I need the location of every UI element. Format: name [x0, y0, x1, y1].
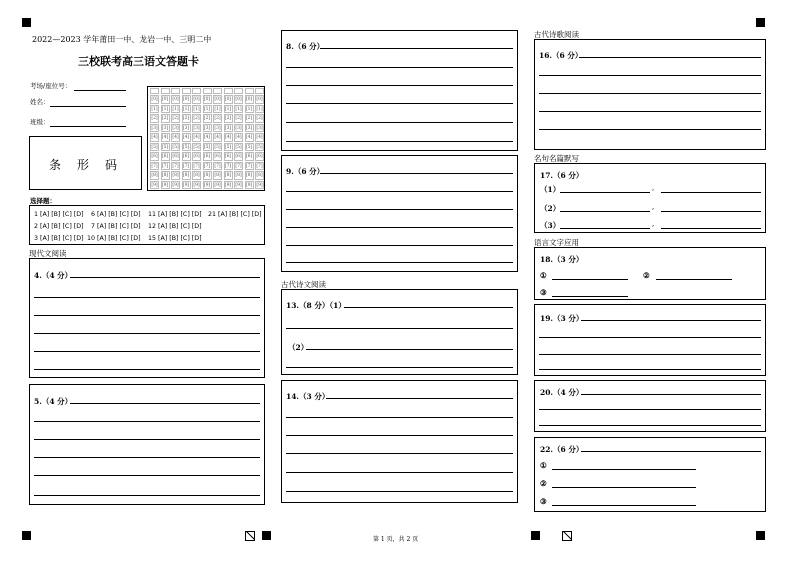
answer-box-q20[interactable] [534, 380, 766, 432]
id-digit-bubble[interactable]: [9] [182, 182, 190, 188]
id-digit-bubble[interactable]: [5] [151, 144, 158, 150]
id-digit-bubble[interactable]: [2] [193, 116, 200, 121]
id-digit-bubble[interactable]: [6] [203, 154, 211, 159]
id-digit-bubble[interactable]: [4] [161, 135, 169, 140]
id-writein-cell[interactable] [234, 88, 243, 94]
id-digit-bubble[interactable]: [8] [182, 173, 190, 178]
id-digit-bubble[interactable]: [9] [245, 182, 253, 188]
q20-label: 20.（4 分） [540, 388, 584, 397]
id-digit-bubble[interactable]: [0] [245, 97, 253, 102]
q13-label: 13.（8 分）（1） [286, 301, 346, 310]
answer-box-q4[interactable] [29, 258, 265, 378]
answer-box-q13[interactable] [281, 289, 518, 375]
answer-box-q5[interactable] [29, 384, 265, 505]
q13-part2-label: （2） [288, 343, 309, 352]
q22-item-label: ③ [540, 497, 547, 506]
answer-box-q22[interactable] [534, 437, 766, 512]
q22-item-label: ② [540, 479, 547, 488]
id-digit-bubble[interactable]: [3] [245, 125, 253, 131]
id-digit-bubble[interactable]: [0] [182, 97, 190, 102]
id-digit-bubble[interactable]: [8] [193, 173, 200, 178]
id-digit-bubble[interactable]: [5] [235, 144, 242, 150]
id-digit-bubble[interactable]: [0] [193, 97, 200, 102]
section-dictation: 名句名篇默写 [534, 154, 579, 163]
choice-item[interactable]: 3 [A] [B] [C] [D] [34, 235, 84, 242]
school-line: 2022—2023 学年莆田一中、龙岩一中、三明二中 [32, 35, 212, 44]
id-digit-bubble[interactable]: [2] [235, 116, 242, 121]
seat-field[interactable] [74, 90, 126, 91]
id-digit-bubble[interactable]: [8] [172, 173, 179, 178]
section-language: 语言文字应用 [534, 238, 579, 247]
q17-label: 17.（6 分） [540, 171, 584, 180]
id-digit-bubble[interactable]: [3] [224, 125, 232, 131]
id-digit-bubble[interactable]: [8] [203, 173, 211, 178]
id-digit-bubble[interactable]: [3] [214, 125, 221, 131]
id-digit-bubble[interactable]: [6] [172, 154, 179, 159]
section-ancient-prose: 古代诗文阅读 [281, 280, 326, 289]
id-digit-bubble[interactable]: [1] [203, 106, 211, 112]
choice-item[interactable]: 11 [A] [B] [C] [D] [148, 211, 202, 218]
id-digit-bubble[interactable]: [9] [235, 182, 242, 188]
registration-mark [756, 18, 765, 27]
answer-box-q16[interactable] [534, 39, 766, 150]
q18-item-label: ③ [540, 288, 547, 297]
id-digit-bubble[interactable]: [6] [256, 154, 263, 159]
choice-item[interactable]: 7 [A] [B] [C] [D] [91, 223, 141, 230]
id-digit-bubble[interactable]: [1] [224, 106, 232, 112]
id-digit-bubble[interactable]: [1] [214, 106, 221, 112]
q8-label: 8.（6 分） [286, 42, 325, 51]
id-digit-bubble[interactable]: [8] [245, 173, 253, 178]
choice-item[interactable]: 2 [A] [B] [C] [D] [34, 223, 84, 230]
registration-mark [756, 531, 765, 540]
registration-mark [22, 18, 31, 27]
q17-item-label: （1） [540, 185, 561, 194]
q19-label: 19.（3 分） [540, 314, 584, 323]
id-digit-bubble[interactable]: [3] [203, 125, 211, 131]
barcode-label: 条 形 码 [49, 158, 120, 172]
answer-box-q9[interactable] [281, 155, 518, 272]
id-digit-bubble[interactable]: [3] [235, 125, 242, 131]
choice-item[interactable]: 12 [A] [B] [C] [D] [148, 223, 202, 230]
id-digit-bubble[interactable]: [5] [256, 144, 263, 150]
id-digit-bubble[interactable]: [8] [256, 173, 263, 178]
id-digit-bubble[interactable]: [7] [224, 163, 232, 169]
id-digit-bubble[interactable]: [2] [182, 116, 190, 121]
id-digit-bubble[interactable]: [5] [224, 144, 232, 150]
id-writein-cell[interactable] [203, 88, 212, 94]
id-digit-bubble[interactable]: [8] [161, 173, 169, 178]
id-digit-bubble[interactable]: [2] [256, 116, 263, 121]
registration-mark [531, 531, 540, 540]
id-digit-bubble[interactable]: [1] [161, 106, 169, 112]
section-poetry: 古代诗歌阅读 [534, 30, 579, 39]
class-field[interactable] [50, 126, 126, 127]
answer-box-q17[interactable]: 17.（6 分） （1） , （2） , （3） , [534, 163, 766, 233]
id-digit-bubble[interactable]: [8] [235, 173, 242, 178]
id-digit-bubble[interactable]: [1] [151, 106, 158, 112]
id-digit-bubble[interactable]: [4] [193, 135, 200, 140]
id-writein-cell[interactable] [171, 88, 180, 94]
id-digit-bubble[interactable]: [8] [214, 173, 221, 178]
id-digit-bubble[interactable]: [6] [214, 154, 221, 159]
id-digit-bubble[interactable]: [6] [193, 154, 200, 159]
id-digit-bubble[interactable]: [7] [193, 163, 200, 169]
crossed-box-icon [562, 531, 572, 541]
id-digit-bubble[interactable]: [2] [151, 116, 158, 121]
id-writein-cell[interactable] [182, 88, 191, 94]
id-digit-bubble[interactable]: [3] [182, 125, 190, 131]
q9-label: 9.（6 分） [286, 167, 325, 176]
id-digit-bubble[interactable]: [0] [151, 97, 158, 102]
id-digit-bubble[interactable]: [8] [151, 173, 158, 178]
id-digit-bubble[interactable]: [4] [203, 135, 211, 140]
registration-mark [262, 531, 271, 540]
id-digit-bubble[interactable]: [6] [151, 154, 158, 159]
id-digit-bubble[interactable]: [6] [245, 154, 253, 159]
answer-box-q14[interactable] [281, 380, 518, 503]
id-digit-bubble[interactable]: [5] [245, 144, 253, 150]
choice-item[interactable]: 10 [A] [B] [C] [D] [87, 235, 141, 242]
id-digit-bubble[interactable]: [5] [214, 144, 221, 150]
crossed-box-icon [245, 531, 255, 541]
q18-label: 18.（3 分） [540, 255, 584, 264]
id-digit-bubble[interactable]: [7] [172, 163, 179, 169]
q22-label: 22.（6 分） [540, 445, 584, 454]
id-digit-bubble[interactable]: [4] [245, 135, 253, 140]
section-modern: 现代文阅读 [29, 249, 67, 258]
id-digit-bubble[interactable]: [1] [172, 106, 179, 112]
id-digit-bubble[interactable]: [9] [161, 182, 169, 188]
id-writein-cell[interactable] [213, 88, 222, 94]
id-digit-bubble[interactable]: [3] [193, 125, 200, 131]
id-digit-bubble[interactable]: [7] [214, 163, 221, 169]
id-digit-bubble[interactable]: [2] [224, 116, 232, 121]
choice-label: 选择题： [30, 197, 56, 205]
id-digit-bubble[interactable]: [5] [182, 144, 190, 150]
id-digit-bubble[interactable]: [0] [214, 97, 221, 102]
id-digit-bubble[interactable]: [4] [235, 135, 242, 140]
id-digit-bubble[interactable]: [1] [245, 106, 253, 112]
id-digit-bubble[interactable]: [1] [193, 106, 200, 112]
id-digit-bubble[interactable]: [0] [172, 97, 179, 102]
id-digit-bubble[interactable]: [0] [203, 97, 211, 102]
barcode-area [29, 136, 142, 190]
id-digit-bubble[interactable]: [7] [182, 163, 190, 169]
id-digit-bubble[interactable]: [7] [235, 163, 242, 169]
id-writein-cell[interactable] [192, 88, 201, 94]
id-digit-bubble[interactable]: [0] [256, 97, 263, 102]
choice-item[interactable]: 21 [A] [B] [C] [D] [208, 211, 262, 218]
id-digit-bubble[interactable]: [7] [151, 163, 158, 169]
id-digit-bubble[interactable]: [0] [224, 97, 232, 102]
id-digit-bubble[interactable]: [1] [235, 106, 242, 112]
class-field-label: 班级： [30, 118, 50, 126]
id-digit-bubble[interactable]: [1] [182, 106, 190, 112]
id-digit-bubble[interactable]: [9] [256, 182, 263, 188]
id-digit-bubble[interactable]: [2] [172, 116, 179, 121]
id-digit-bubble[interactable]: [3] [151, 125, 158, 131]
q18-item-label: ② [643, 271, 650, 280]
id-digit-bubble[interactable]: [4] [214, 135, 221, 140]
id-digit-bubble[interactable]: [9] [172, 182, 179, 188]
id-writein-cell[interactable] [245, 88, 254, 94]
id-digit-bubble[interactable]: [5] [203, 144, 211, 150]
id-digit-bubble[interactable]: [7] [256, 163, 263, 169]
id-digit-bubble[interactable]: [7] [245, 163, 253, 169]
registration-mark [22, 531, 31, 540]
choice-item[interactable]: 15 [A] [B] [C] [D] [148, 235, 202, 242]
id-digit-bubble[interactable]: [0] [235, 97, 242, 102]
id-digit-bubble[interactable]: [3] [161, 125, 169, 131]
id-digit-bubble[interactable]: [4] [256, 135, 263, 140]
id-digit-bubble[interactable]: [9] [214, 182, 221, 188]
id-digit-bubble[interactable]: [2] [245, 116, 253, 121]
id-digit-bubble[interactable]: [9] [224, 182, 232, 188]
choice-item[interactable]: 6 [A] [B] [C] [D] [91, 211, 141, 218]
id-digit-bubble[interactable]: [4] [224, 135, 232, 140]
id-digit-bubble[interactable]: [2] [214, 116, 221, 121]
choice-item[interactable]: 1 [A] [B] [C] [D] [34, 211, 84, 218]
id-digit-bubble[interactable]: [5] [161, 144, 169, 150]
id-digit-bubble[interactable]: [5] [193, 144, 200, 150]
id-writein-cell[interactable] [161, 88, 170, 94]
id-digit-bubble[interactable]: [5] [172, 144, 179, 150]
id-digit-bubble[interactable]: [3] [256, 125, 263, 131]
answer-box-q8[interactable] [281, 30, 518, 151]
id-digit-bubble[interactable]: [9] [203, 182, 211, 188]
id-digit-bubble[interactable]: [7] [203, 163, 211, 169]
answer-box-q18[interactable] [534, 247, 766, 300]
id-digit-bubble[interactable]: [6] [182, 154, 190, 159]
id-digit-bubble[interactable]: [1] [256, 106, 263, 112]
id-digit-bubble[interactable]: [3] [172, 125, 179, 131]
page-title: 三校联考高三语文答题卡 [78, 55, 199, 68]
page-number: 第 1 页，共 2 页 [373, 536, 419, 543]
name-field-label: 姓名： [30, 98, 50, 106]
id-writein-cell[interactable] [224, 88, 233, 94]
q4-label: 4.（4 分） [34, 271, 73, 280]
answer-box-q19[interactable] [534, 304, 766, 376]
id-digit-bubble[interactable]: [9] [151, 182, 158, 188]
id-digit-bubble[interactable]: [6] [224, 154, 232, 159]
q16-label: 16.（6 分） [539, 51, 583, 60]
seat-field-label: 考场/座位号： [30, 82, 72, 90]
id-writein-cell[interactable] [255, 88, 264, 94]
name-field[interactable] [50, 106, 126, 107]
id-number-grid[interactable] [147, 86, 265, 191]
q5-label: 5.（4 分） [34, 397, 73, 406]
id-digit-bubble[interactable]: [2] [161, 116, 169, 121]
choice-box [29, 205, 265, 245]
id-digit-bubble[interactable]: [4] [151, 135, 158, 140]
id-digit-bubble[interactable]: [6] [161, 154, 169, 159]
id-digit-bubble[interactable]: [0] [161, 97, 169, 102]
id-digit-bubble[interactable]: [4] [172, 135, 179, 140]
id-digit-bubble[interactable]: [7] [161, 163, 169, 169]
q17-item-label: （3） [540, 221, 561, 230]
q18-item-label: ① [540, 271, 547, 280]
id-digit-bubble[interactable]: [6] [235, 154, 242, 159]
id-writein-cell[interactable] [150, 88, 159, 94]
q14-label: 14.（3 分） [286, 392, 330, 401]
id-digit-bubble[interactable]: [4] [182, 135, 190, 140]
id-digit-bubble[interactable]: [8] [224, 173, 232, 178]
id-digit-bubble[interactable]: [2] [203, 116, 211, 121]
id-digit-bubble[interactable]: [9] [193, 182, 200, 188]
q22-item-label: ① [540, 461, 547, 470]
q17-item-label: （2） [540, 204, 561, 213]
